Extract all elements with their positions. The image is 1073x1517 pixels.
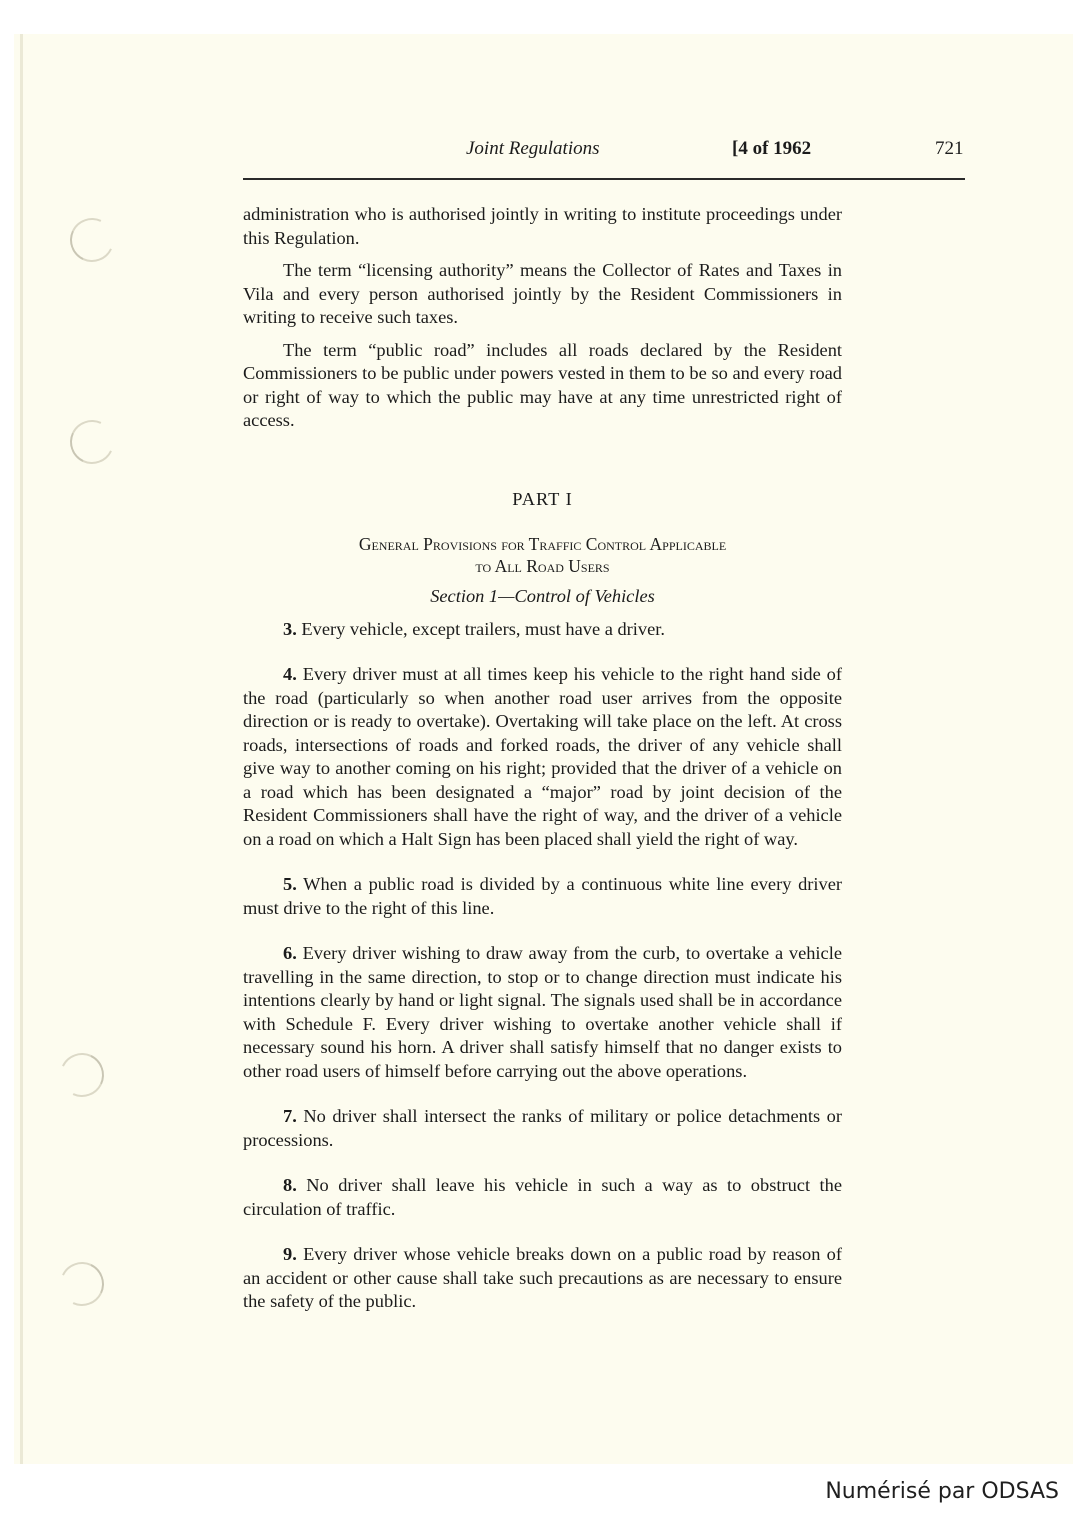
clause xyxy=(243,1105,842,1152)
clause-number: 4. xyxy=(283,664,297,684)
clause xyxy=(243,663,842,851)
clause-number: 8. xyxy=(283,1175,297,1195)
page-edge-shadow xyxy=(20,34,23,1464)
clause-text: When a public road is divided by a continuous white line every driver must drive to the right of this line. xyxy=(243,874,842,918)
paragraph: administration who is authorised jointly in writing to institute proceedings under this Regulation. xyxy=(243,204,842,248)
part-subtitle: General Provisions for Traffic Control Applicable xyxy=(358,534,727,554)
page-number: 721 xyxy=(935,138,964,159)
clause-text: Every driver whose vehicle breaks down on a public road by reason of an accident or other cause shall take such precautions as are necessary to ensure the safety of the public. xyxy=(243,1244,842,1311)
clause xyxy=(243,1243,842,1314)
paragraph: The term “licensing authority” means the Collector of Rates and Taxes in Vila and every person authorised jointly by the Resident Commissioners in writing to receive such taxes. xyxy=(243,260,842,327)
running-header xyxy=(0,138,1073,164)
clause-text: Every driver must at all times keep his vehicle to the right hand side of the road (particularly so when another road user arrives from the opposite direction or is ready to overtake). Overtaking will take place on the left. At cross roads, intersections of roads and forked roads, the driver of any vehicle shall give way to another coming on his right; provided that the driver of a vehicle on a road which has been designated a “major” road by joint decision of the Resident Commissioners shall have the right of way, and the driver of a vehicle on a road on which a Halt Sign has been placed shall yield the right of way. xyxy=(243,664,842,849)
clause xyxy=(243,618,842,642)
clause xyxy=(243,942,842,1083)
clause-number: 9. xyxy=(283,1244,297,1264)
clause-number: 3. xyxy=(283,618,297,639)
part-subtitle: to All Road Users xyxy=(475,556,610,576)
section-heading: Section 1—Control of Vehicles xyxy=(430,586,655,606)
header-rule xyxy=(243,178,965,180)
running-title: Joint Regulations xyxy=(466,138,600,159)
clause xyxy=(243,1174,842,1221)
regulation-reference: [4 of 1962 xyxy=(732,138,812,159)
clause-text: No driver shall leave his vehicle in such a way as to obstruct the circulation of traffic. xyxy=(243,1175,842,1219)
clause xyxy=(243,873,842,920)
clause-text: Every vehicle, except trailers, must have a driver. xyxy=(301,618,665,639)
document-body xyxy=(243,203,842,1336)
clause-number: 6. xyxy=(283,943,297,963)
clause-text: Every driver wishing to draw away from the curb, to overtake a vehicle travelling in the same direction, to stop or to change direction must indicate his intentions clearly by hand or light signal. The signals used shall be in accordance with Schedule F. Every driver wishing to overtake another vehicle shall if necessary sound his horn. A driver shall satisfy himself that no danger exists to other road users of himself before carrying out the above operations. xyxy=(243,943,842,1081)
digitization-watermark: Numérisé par ODSAS xyxy=(825,1479,1059,1504)
clause-text: No driver shall intersect the ranks of military or police detachments or processions. xyxy=(243,1106,842,1150)
clause-number: 7. xyxy=(283,1106,297,1126)
paragraph: The term “public road” includes all roads declared by the Resident Commissioners to be public under powers vested in them to be so and every road or right of way to which the public may have at any time unrestricted right of access. xyxy=(243,339,842,430)
clause-number: 5. xyxy=(283,874,297,894)
part-heading: PART I xyxy=(512,488,573,509)
